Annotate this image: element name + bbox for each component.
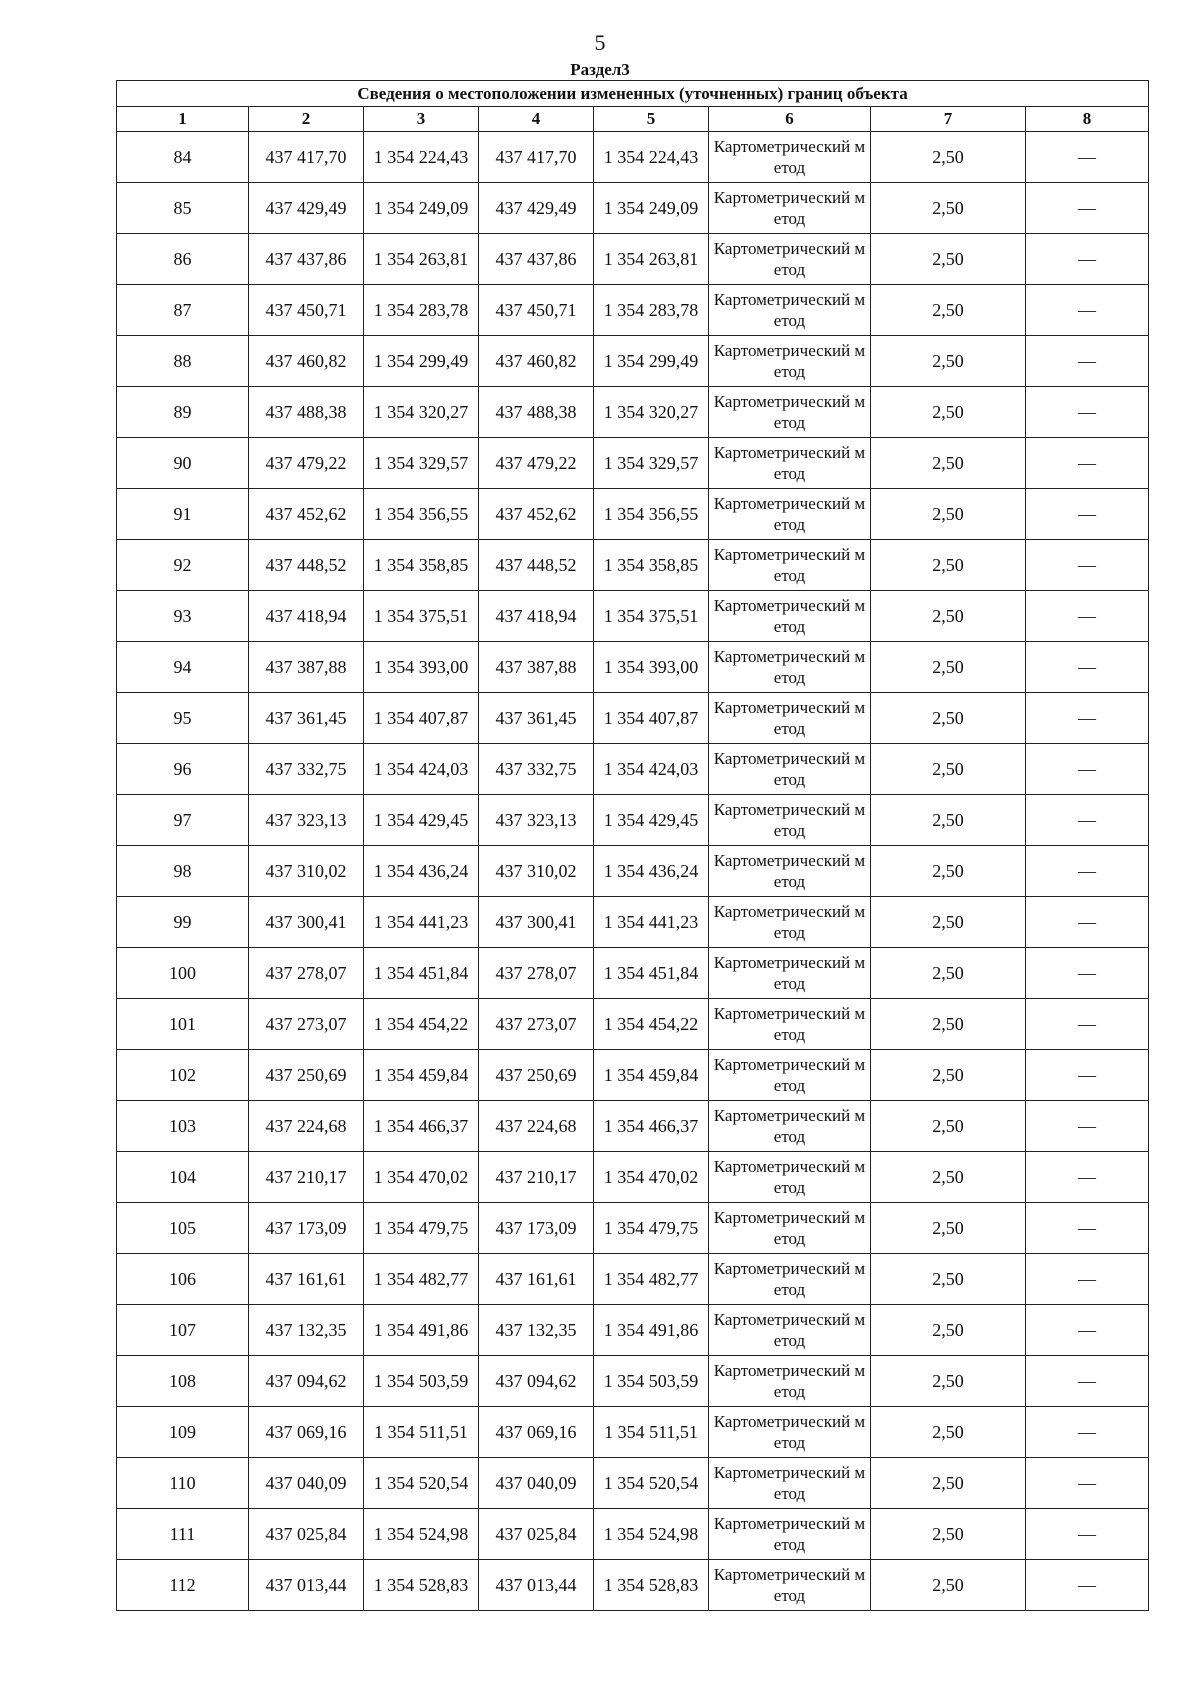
table-caption: Сведения о местоположении измененных (уточненных) границ объекта [117,81,1149,107]
method-cell: Картометрический метод [709,540,871,591]
x-old-cell: 437 429,49 [249,183,364,234]
x-new-cell: 437 437,86 [479,234,594,285]
x-old-cell: 437 250,69 [249,1050,364,1101]
y-old-cell: 1 354 407,87 [364,693,479,744]
point-number-cell: 111 [117,1509,249,1560]
point-number-cell: 89 [117,387,249,438]
y-new-cell: 1 354 482,77 [594,1254,709,1305]
y-old-cell: 1 354 470,02 [364,1152,479,1203]
accuracy-cell: 2,50 [871,1101,1026,1152]
x-new-cell: 437 300,41 [479,897,594,948]
point-number-cell: 109 [117,1407,249,1458]
y-new-cell: 1 354 454,22 [594,999,709,1050]
y-old-cell: 1 354 299,49 [364,336,479,387]
table-row [117,1152,1149,1203]
point-number-cell: 110 [117,1458,249,1509]
table-row [117,1509,1149,1560]
method-cell: Картометрический метод [709,1203,871,1254]
table-row [117,336,1149,387]
point-number-cell: 87 [117,285,249,336]
note-cell: — [1026,591,1149,642]
table-row [117,234,1149,285]
y-old-cell: 1 354 424,03 [364,744,479,795]
note-cell: — [1026,1152,1149,1203]
y-new-cell: 1 354 263,81 [594,234,709,285]
y-new-cell: 1 354 503,59 [594,1356,709,1407]
x-old-cell: 437 173,09 [249,1203,364,1254]
y-new-cell: 1 354 299,49 [594,336,709,387]
x-new-cell: 437 161,61 [479,1254,594,1305]
y-old-cell: 1 354 429,45 [364,795,479,846]
note-cell: — [1026,948,1149,999]
x-new-cell: 437 278,07 [479,948,594,999]
x-old-cell: 437 450,71 [249,285,364,336]
x-new-cell: 437 452,62 [479,489,594,540]
y-new-cell: 1 354 429,45 [594,795,709,846]
section-title: Раздел3 [570,60,630,79]
table-row [117,1356,1149,1407]
x-old-cell: 437 418,94 [249,591,364,642]
method-cell: Картометрический метод [709,1356,871,1407]
table-row [117,132,1149,183]
method-cell: Картометрический метод [709,1254,871,1305]
point-number-cell: 93 [117,591,249,642]
x-new-cell: 437 013,44 [479,1560,594,1611]
point-number-cell: 94 [117,642,249,693]
y-new-cell: 1 354 459,84 [594,1050,709,1101]
accuracy-cell: 2,50 [871,948,1026,999]
y-new-cell: 1 354 375,51 [594,591,709,642]
y-new-cell: 1 354 249,09 [594,183,709,234]
point-number-cell: 103 [117,1101,249,1152]
method-cell: Картометрический метод [709,1407,871,1458]
accuracy-cell: 2,50 [871,1356,1026,1407]
y-new-cell: 1 354 470,02 [594,1152,709,1203]
x-old-cell: 437 448,52 [249,540,364,591]
column-number: 4 [479,107,594,132]
accuracy-cell: 2,50 [871,132,1026,183]
accuracy-cell: 2,50 [871,1560,1026,1611]
note-cell: — [1026,795,1149,846]
y-new-cell: 1 354 407,87 [594,693,709,744]
x-new-cell: 437 173,09 [479,1203,594,1254]
table-row [117,1305,1149,1356]
y-old-cell: 1 354 320,27 [364,387,479,438]
accuracy-cell: 2,50 [871,387,1026,438]
point-number-cell: 86 [117,234,249,285]
column-number: 1 [117,107,249,132]
x-old-cell: 437 278,07 [249,948,364,999]
y-new-cell: 1 354 436,24 [594,846,709,897]
table-row [117,438,1149,489]
y-new-cell: 1 354 524,98 [594,1509,709,1560]
column-number: 2 [249,107,364,132]
note-cell: — [1026,1101,1149,1152]
x-old-cell: 437 300,41 [249,897,364,948]
x-old-cell: 437 332,75 [249,744,364,795]
point-number-cell: 105 [117,1203,249,1254]
table-row [117,591,1149,642]
table-row [117,948,1149,999]
y-old-cell: 1 354 459,84 [364,1050,479,1101]
point-number-cell: 88 [117,336,249,387]
y-new-cell: 1 354 479,75 [594,1203,709,1254]
column-number: 3 [364,107,479,132]
y-new-cell: 1 354 393,00 [594,642,709,693]
point-number-cell: 100 [117,948,249,999]
method-cell: Картометрический метод [709,387,871,438]
accuracy-cell: 2,50 [871,1254,1026,1305]
method-cell: Картометрический метод [709,132,871,183]
x-old-cell: 437 132,35 [249,1305,364,1356]
x-old-cell: 437 452,62 [249,489,364,540]
point-number-cell: 98 [117,846,249,897]
accuracy-cell: 2,50 [871,540,1026,591]
accuracy-cell: 2,50 [871,795,1026,846]
x-old-cell: 437 361,45 [249,693,364,744]
note-cell: — [1026,1407,1149,1458]
accuracy-cell: 2,50 [871,336,1026,387]
y-new-cell: 1 354 356,55 [594,489,709,540]
accuracy-cell: 2,50 [871,1152,1026,1203]
table-body [117,132,1149,1611]
method-cell: Картометрический метод [709,999,871,1050]
table-row [117,387,1149,438]
point-number-cell: 85 [117,183,249,234]
y-old-cell: 1 354 524,98 [364,1509,479,1560]
accuracy-cell: 2,50 [871,591,1026,642]
y-old-cell: 1 354 441,23 [364,897,479,948]
x-new-cell: 437 387,88 [479,642,594,693]
y-old-cell: 1 354 358,85 [364,540,479,591]
x-old-cell: 437 013,44 [249,1560,364,1611]
method-cell: Картометрический метод [709,336,871,387]
method-cell: Картометрический метод [709,591,871,642]
column-number: 5 [594,107,709,132]
x-old-cell: 437 273,07 [249,999,364,1050]
x-new-cell: 437 025,84 [479,1509,594,1560]
method-cell: Картометрический метод [709,1458,871,1509]
accuracy-cell: 2,50 [871,285,1026,336]
column-number: 8 [1026,107,1149,132]
accuracy-cell: 2,50 [871,744,1026,795]
note-cell: — [1026,234,1149,285]
accuracy-cell: 2,50 [871,642,1026,693]
table-row [117,999,1149,1050]
method-cell: Картометрический метод [709,285,871,336]
point-number-cell: 97 [117,795,249,846]
x-new-cell: 437 224,68 [479,1101,594,1152]
x-new-cell: 437 450,71 [479,285,594,336]
point-number-cell: 107 [117,1305,249,1356]
note-cell: — [1026,438,1149,489]
y-new-cell: 1 354 358,85 [594,540,709,591]
y-old-cell: 1 354 393,00 [364,642,479,693]
note-cell: — [1026,744,1149,795]
note-cell: — [1026,183,1149,234]
x-new-cell: 437 310,02 [479,846,594,897]
accuracy-cell: 2,50 [871,1458,1026,1509]
y-new-cell: 1 354 320,27 [594,387,709,438]
note-cell: — [1026,489,1149,540]
method-cell: Картометрический метод [709,1152,871,1203]
y-new-cell: 1 354 329,57 [594,438,709,489]
y-new-cell: 1 354 491,86 [594,1305,709,1356]
y-old-cell: 1 354 482,77 [364,1254,479,1305]
x-new-cell: 437 418,94 [479,591,594,642]
y-new-cell: 1 354 283,78 [594,285,709,336]
note-cell: — [1026,1509,1149,1560]
x-new-cell: 437 361,45 [479,693,594,744]
boundary-coordinates-table [116,80,1149,1611]
note-cell: — [1026,1050,1149,1101]
x-old-cell: 437 488,38 [249,387,364,438]
method-cell: Картометрический метод [709,1101,871,1152]
x-new-cell: 437 132,35 [479,1305,594,1356]
note-cell: — [1026,999,1149,1050]
x-new-cell: 437 479,22 [479,438,594,489]
method-cell: Картометрический метод [709,1509,871,1560]
x-old-cell: 437 094,62 [249,1356,364,1407]
table-row [117,1560,1149,1611]
accuracy-cell: 2,50 [871,234,1026,285]
y-old-cell: 1 354 283,78 [364,285,479,336]
note-cell: — [1026,1254,1149,1305]
x-old-cell: 437 161,61 [249,1254,364,1305]
x-new-cell: 437 332,75 [479,744,594,795]
y-new-cell: 1 354 520,54 [594,1458,709,1509]
table-row [117,1101,1149,1152]
x-new-cell: 437 429,49 [479,183,594,234]
accuracy-cell: 2,50 [871,846,1026,897]
method-cell: Картометрический метод [709,693,871,744]
table-row [117,183,1149,234]
note-cell: — [1026,1305,1149,1356]
point-number-cell: 91 [117,489,249,540]
method-cell: Картометрический метод [709,234,871,285]
note-cell: — [1026,897,1149,948]
x-new-cell: 437 094,62 [479,1356,594,1407]
table-row [117,1203,1149,1254]
y-old-cell: 1 354 528,83 [364,1560,479,1611]
note-cell: — [1026,1356,1149,1407]
y-old-cell: 1 354 329,57 [364,438,479,489]
y-old-cell: 1 354 479,75 [364,1203,479,1254]
point-number-cell: 96 [117,744,249,795]
column-number: 6 [709,107,871,132]
method-cell: Картометрический метод [709,897,871,948]
page-number: 5 [594,30,606,55]
column-number-row [117,107,1149,132]
table-row [117,846,1149,897]
accuracy-cell: 2,50 [871,1203,1026,1254]
point-number-cell: 101 [117,999,249,1050]
method-cell: Картометрический метод [709,744,871,795]
column-number: 7 [871,107,1026,132]
x-new-cell: 437 488,38 [479,387,594,438]
y-old-cell: 1 354 520,54 [364,1458,479,1509]
x-new-cell: 437 273,07 [479,999,594,1050]
accuracy-cell: 2,50 [871,693,1026,744]
point-number-cell: 112 [117,1560,249,1611]
x-old-cell: 437 069,16 [249,1407,364,1458]
y-new-cell: 1 354 528,83 [594,1560,709,1611]
point-number-cell: 95 [117,693,249,744]
table-row [117,285,1149,336]
y-old-cell: 1 354 263,81 [364,234,479,285]
x-new-cell: 437 250,69 [479,1050,594,1101]
accuracy-cell: 2,50 [871,1407,1026,1458]
accuracy-cell: 2,50 [871,438,1026,489]
y-old-cell: 1 354 503,59 [364,1356,479,1407]
table-row [117,540,1149,591]
y-old-cell: 1 354 466,37 [364,1101,479,1152]
x-old-cell: 437 210,17 [249,1152,364,1203]
x-old-cell: 437 479,22 [249,438,364,489]
y-new-cell: 1 354 424,03 [594,744,709,795]
y-new-cell: 1 354 466,37 [594,1101,709,1152]
table-row [117,897,1149,948]
y-old-cell: 1 354 224,43 [364,132,479,183]
x-old-cell: 437 224,68 [249,1101,364,1152]
point-number-cell: 106 [117,1254,249,1305]
accuracy-cell: 2,50 [871,1509,1026,1560]
y-new-cell: 1 354 511,51 [594,1407,709,1458]
note-cell: — [1026,540,1149,591]
x-old-cell: 437 437,86 [249,234,364,285]
note-cell: — [1026,1560,1149,1611]
accuracy-cell: 2,50 [871,1050,1026,1101]
y-new-cell: 1 354 441,23 [594,897,709,948]
table-row [117,795,1149,846]
y-new-cell: 1 354 224,43 [594,132,709,183]
method-cell: Картометрический метод [709,1560,871,1611]
note-cell: — [1026,693,1149,744]
y-old-cell: 1 354 454,22 [364,999,479,1050]
x-old-cell: 437 040,09 [249,1458,364,1509]
y-old-cell: 1 354 436,24 [364,846,479,897]
point-number-cell: 104 [117,1152,249,1203]
y-old-cell: 1 354 356,55 [364,489,479,540]
x-old-cell: 437 387,88 [249,642,364,693]
accuracy-cell: 2,50 [871,183,1026,234]
method-cell: Картометрический метод [709,183,871,234]
x-new-cell: 437 040,09 [479,1458,594,1509]
y-old-cell: 1 354 491,86 [364,1305,479,1356]
note-cell: — [1026,1203,1149,1254]
x-old-cell: 437 310,02 [249,846,364,897]
method-cell: Картометрический метод [709,1305,871,1356]
x-new-cell: 437 460,82 [479,336,594,387]
note-cell: — [1026,132,1149,183]
method-cell: Картометрический метод [709,1050,871,1101]
point-number-cell: 90 [117,438,249,489]
point-number-cell: 84 [117,132,249,183]
table-row [117,1050,1149,1101]
method-cell: Картометрический метод [709,846,871,897]
note-cell: — [1026,285,1149,336]
accuracy-cell: 2,50 [871,999,1026,1050]
y-old-cell: 1 354 451,84 [364,948,479,999]
point-number-cell: 102 [117,1050,249,1101]
table-row [117,1458,1149,1509]
accuracy-cell: 2,50 [871,897,1026,948]
note-cell: — [1026,642,1149,693]
table-row [117,1407,1149,1458]
table-row [117,489,1149,540]
method-cell: Картометрический метод [709,438,871,489]
method-cell: Картометрический метод [709,489,871,540]
accuracy-cell: 2,50 [871,1305,1026,1356]
accuracy-cell: 2,50 [871,489,1026,540]
y-old-cell: 1 354 249,09 [364,183,479,234]
x-old-cell: 437 417,70 [249,132,364,183]
method-cell: Картометрический метод [709,948,871,999]
y-new-cell: 1 354 451,84 [594,948,709,999]
note-cell: — [1026,846,1149,897]
point-number-cell: 92 [117,540,249,591]
x-new-cell: 437 448,52 [479,540,594,591]
method-cell: Картометрический метод [709,642,871,693]
point-number-cell: 99 [117,897,249,948]
x-new-cell: 437 069,16 [479,1407,594,1458]
x-old-cell: 437 323,13 [249,795,364,846]
table-row [117,693,1149,744]
table-row [117,744,1149,795]
x-new-cell: 437 417,70 [479,132,594,183]
x-old-cell: 437 025,84 [249,1509,364,1560]
table-row [117,642,1149,693]
note-cell: — [1026,1458,1149,1509]
y-old-cell: 1 354 511,51 [364,1407,479,1458]
y-old-cell: 1 354 375,51 [364,591,479,642]
note-cell: — [1026,387,1149,438]
x-old-cell: 437 460,82 [249,336,364,387]
point-number-cell: 108 [117,1356,249,1407]
table-row [117,1254,1149,1305]
method-cell: Картометрический метод [709,795,871,846]
note-cell: — [1026,336,1149,387]
x-new-cell: 437 323,13 [479,795,594,846]
x-new-cell: 437 210,17 [479,1152,594,1203]
